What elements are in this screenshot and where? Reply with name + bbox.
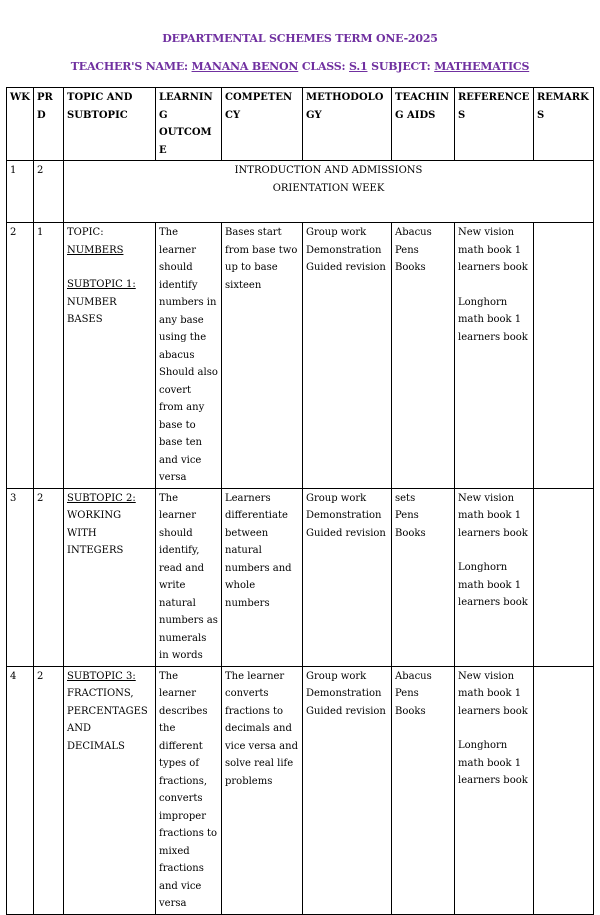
method-item: Demonstration bbox=[306, 244, 382, 256]
reference-item: Longhorn math book 1 learners book bbox=[458, 296, 528, 343]
merged-line-2: ORIENTATION WEEK bbox=[272, 182, 385, 194]
scheme-table bbox=[6, 87, 594, 915]
cell-competency: Learners differentiate between natural numbers and whole numbers bbox=[222, 488, 303, 666]
class-value: S.1 bbox=[349, 60, 368, 73]
cell-references bbox=[455, 666, 534, 914]
cell-methodology bbox=[303, 666, 392, 914]
subtopic-label: SUBTOPIC 1: bbox=[67, 279, 136, 290]
subject-value: MATHEMATICS bbox=[434, 60, 530, 73]
cell-aids bbox=[392, 223, 455, 489]
subtopic-label: SUBTOPIC 2: bbox=[67, 492, 136, 504]
cell-outcome: The learner should identify, read and write natural numbers as numerals in words bbox=[156, 488, 222, 666]
cell-remarks bbox=[534, 223, 594, 489]
cell-methodology bbox=[303, 488, 392, 666]
reference-item: New vision math book 1 learners book bbox=[458, 492, 528, 539]
header-row bbox=[7, 88, 594, 161]
reference-item: New vision math book 1 learners book bbox=[458, 227, 528, 273]
col-header-competency: COMPETENCY bbox=[222, 88, 303, 161]
merged-line-1: INTRODUCTION AND ADMISSIONS bbox=[234, 165, 423, 176]
cell-remarks bbox=[534, 666, 594, 914]
topic-label: TOPIC: bbox=[67, 227, 104, 238]
cell-remarks bbox=[534, 488, 594, 666]
subtopic-name: NUMBER BASES bbox=[67, 296, 117, 325]
cell-topic bbox=[64, 666, 156, 914]
aid-item: Pens bbox=[395, 244, 419, 256]
aid-item: Abacus bbox=[395, 227, 432, 238]
aid-item: Abacus bbox=[395, 670, 432, 682]
aid-item: Pens bbox=[395, 510, 419, 521]
cell-aids bbox=[392, 666, 455, 914]
aid-item: sets bbox=[395, 492, 416, 504]
cell-references bbox=[455, 223, 534, 489]
method-item: Demonstration bbox=[306, 510, 382, 521]
cell-prd: 2 bbox=[34, 666, 64, 914]
col-header-outcome: LEARNING OUTCOME bbox=[156, 88, 222, 161]
teacher-label: TEACHER'S NAME: bbox=[70, 60, 192, 73]
col-header-methodology: METHODOLOGY bbox=[303, 88, 392, 161]
aid-item: Pens bbox=[395, 688, 419, 699]
subtopic-label: SUBTOPIC 3: bbox=[67, 670, 136, 682]
table-row bbox=[7, 488, 594, 666]
table-row bbox=[7, 223, 594, 489]
subtopic-name: FRACTIONS, PERCENTAGES AND DECIMALS bbox=[67, 688, 148, 752]
reference-item: New vision math book 1 learners book bbox=[458, 670, 528, 717]
aid-item: Books bbox=[395, 527, 426, 539]
method-item: Guided revision bbox=[306, 527, 386, 539]
cell-aids bbox=[392, 488, 455, 666]
col-header-references: REFERENCES bbox=[455, 88, 534, 161]
aid-item: Books bbox=[395, 262, 426, 273]
col-header-aids: TEACHING AIDS bbox=[392, 88, 455, 161]
orientation-cell bbox=[64, 161, 594, 223]
col-header-topic: TOPIC AND SUBTOPIC bbox=[64, 88, 156, 161]
method-item: Group work bbox=[306, 227, 367, 238]
method-item: Demonstration bbox=[306, 688, 382, 699]
method-item: Guided revision bbox=[306, 705, 386, 717]
cell-competency: Bases start from base two up to base sixteen bbox=[222, 223, 303, 489]
class-label: CLASS: bbox=[298, 60, 350, 73]
cell-references bbox=[455, 488, 534, 666]
col-header-wk: WK bbox=[7, 88, 34, 161]
method-item: Guided revision bbox=[306, 262, 386, 273]
aid-item: Books bbox=[395, 705, 426, 717]
cell-methodology bbox=[303, 223, 392, 489]
subtopic-name: WORKING WITH INTEGERS bbox=[67, 510, 124, 556]
cell-topic bbox=[64, 488, 156, 666]
cell-wk: 3 bbox=[7, 488, 34, 666]
cell-prd: 1 bbox=[34, 223, 64, 489]
reference-item: Longhorn math book 1 learners book bbox=[458, 740, 528, 786]
col-header-remarks: REMARKS bbox=[534, 88, 594, 161]
col-header-prd: PRD bbox=[34, 88, 64, 161]
table-row bbox=[7, 161, 594, 223]
teacher-name: MANANA BENON bbox=[191, 60, 299, 73]
cell-prd: 2 bbox=[34, 161, 64, 223]
method-item: Group work bbox=[306, 492, 367, 504]
document-subtitle bbox=[0, 60, 600, 73]
cell-topic bbox=[64, 223, 156, 489]
subject-label: SUBJECT: bbox=[367, 60, 435, 73]
topic-name: NUMBERS bbox=[67, 244, 124, 256]
method-item: Group work bbox=[306, 670, 367, 682]
cell-wk: 1 bbox=[7, 161, 34, 223]
reference-item: Longhorn math book 1 learners book bbox=[458, 562, 528, 608]
cell-outcome: The learner should identify numbers in any base using the abacus Should also covert from any base to base ten and vice versa bbox=[156, 223, 222, 489]
cell-competency: The learner converts fractions to decimals and vice versa and solve real life problems bbox=[222, 666, 303, 914]
document-title: DEPARTMENTAL SCHEMES TERM ONE-2025 bbox=[162, 32, 438, 45]
table-row bbox=[7, 666, 594, 914]
cell-outcome: The learner describes the different types of fractions, converts improper fractions to mixed fractions and vice versa bbox=[156, 666, 222, 914]
cell-prd: 2 bbox=[34, 488, 64, 666]
cell-wk: 2 bbox=[7, 223, 34, 489]
cell-wk: 4 bbox=[7, 666, 34, 914]
